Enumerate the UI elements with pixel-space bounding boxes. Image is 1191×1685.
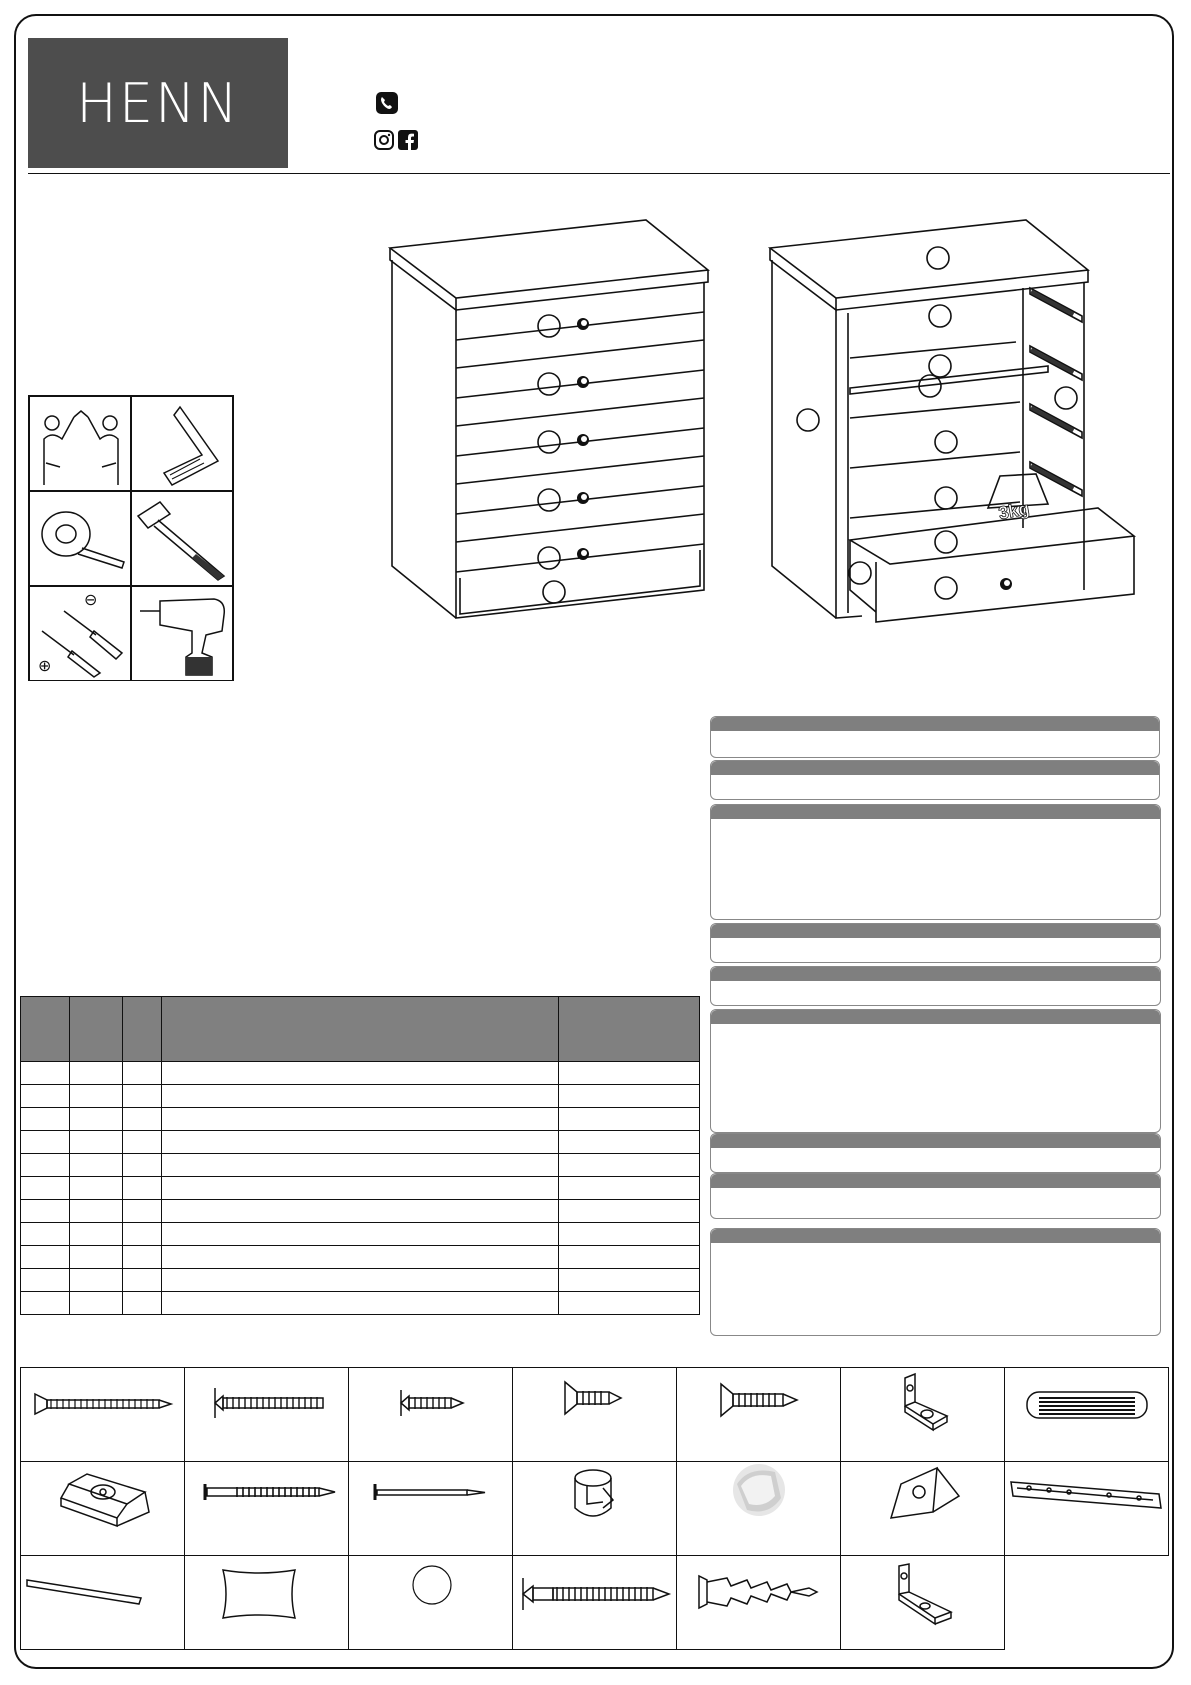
table-cell [162,1246,559,1269]
power-drill-icon [136,591,230,677]
table-cell [21,1131,70,1154]
table-cell [21,1269,70,1292]
hardware-cell [840,1555,1005,1650]
phillips-symbol: ⊕ [38,656,52,675]
table-cell [123,1200,162,1223]
table-cell [559,1154,700,1177]
hardware-cell [20,1555,185,1650]
hardware-cell [184,1461,349,1556]
tool-cell-square [131,396,233,491]
hardware-cell [512,1555,677,1650]
weight-label: 3kg [996,498,1031,524]
chest-open-illustration [768,218,1138,628]
table-cell [559,1292,700,1315]
wall-screw-icon [521,1576,671,1612]
table-row [21,1062,700,1085]
table-cell [162,1062,559,1085]
info-panel-4 [710,923,1161,963]
hardware-cell [20,1367,185,1462]
hardware-cell [512,1461,677,1556]
table-cell [70,1085,123,1108]
table-cell [123,1269,162,1292]
hardware-cell [512,1367,677,1462]
info-panel-3 [710,804,1161,920]
table-cell [123,1131,162,1154]
felt-pad-icon [219,1566,299,1624]
table-cell [123,1223,162,1246]
table-row [21,1108,700,1131]
hardware-cell [348,1367,513,1462]
table-cell [123,1108,162,1131]
tool-cell-two-person [29,396,131,491]
hardware-cell [1004,1461,1169,1556]
tool-cell-tape [29,491,131,586]
countersunk-screw-icon [563,1380,623,1416]
corner-bracket-icon [897,1372,953,1432]
table-cell [162,1131,559,1154]
table-cell [70,1292,123,1315]
brand-logo-text: HENN [76,71,240,135]
header-cell [70,997,123,1062]
long-nail-icon [203,1482,337,1502]
flat-screw-icon [719,1382,799,1418]
table-row [21,1154,700,1177]
header-divider [28,173,1170,174]
wide-head-screw-icon [211,1386,327,1420]
table-cell [70,1062,123,1085]
table-cell [70,1246,123,1269]
slat-icon [25,1578,143,1608]
table-row [21,1246,700,1269]
table-cell [123,1177,162,1200]
hardware-cell [676,1461,841,1556]
table-row [21,1223,700,1246]
table-row [21,1200,700,1223]
tool-cell-screwdrivers [29,586,131,681]
table-cell [21,1062,70,1085]
header-cell [162,997,559,1062]
short-screw-icon [397,1386,467,1420]
table-cell [162,1108,559,1131]
table-cell [21,1246,70,1269]
table-row [21,1177,700,1200]
info-panel-9 [710,1228,1161,1336]
long-screw-icon [33,1392,173,1416]
tool-cell-hammer [131,491,233,586]
required-tools-grid [28,395,234,681]
table-cell [21,1223,70,1246]
triangle-support-icon [887,1466,963,1526]
table-cell [162,1177,559,1200]
table-cell [70,1177,123,1200]
drawer-clip-icon [57,1472,153,1528]
hardware-cell [1004,1367,1169,1462]
tool-cell-drill [131,586,233,681]
flat-symbol: ⊖ [84,590,98,609]
header-cell [21,997,70,1062]
angle-bracket-icon [891,1562,961,1626]
hammer-icon [136,498,230,582]
table-cell [21,1177,70,1200]
hardware-cell [348,1555,513,1650]
table-cell [21,1292,70,1315]
table-cell [559,1269,700,1292]
table-cell [123,1085,162,1108]
hardware-cell [676,1555,841,1650]
table-cell [559,1246,700,1269]
nail-icon [373,1482,489,1502]
header-cell [559,997,700,1062]
table-cell [162,1200,559,1223]
facebook-icon [398,130,418,150]
table-cell [21,1108,70,1131]
tape-measure-icon [38,504,128,574]
phone-icon [376,92,398,114]
table-cell [21,1085,70,1108]
hardware-cell [184,1555,349,1650]
info-panel-2 [710,760,1160,800]
hardware-cell [676,1367,841,1462]
table-cell [70,1223,123,1246]
table-row [21,1131,700,1154]
knob-icon [729,1462,789,1522]
table-cell [70,1131,123,1154]
table-cell [559,1223,700,1246]
table-cell [162,1154,559,1177]
two-person-icon [34,403,128,487]
table-cell [162,1292,559,1315]
table-cell [123,1246,162,1269]
table-row [21,1292,700,1315]
table-cell [70,1108,123,1131]
hardware-cell [184,1367,349,1462]
table-cell [123,1062,162,1085]
table-cell [559,1062,700,1085]
table-row [21,1269,700,1292]
parts-table [20,996,700,1315]
screwdrivers-icon [34,591,128,677]
hardware-cell [840,1461,1005,1556]
hardware-cell [20,1461,185,1556]
drawer-rail-icon [1009,1478,1165,1512]
info-panel-8 [710,1173,1161,1219]
table-cell [162,1223,559,1246]
round-cap-icon [411,1564,453,1606]
instagram-icon [374,130,394,150]
table-cell [70,1269,123,1292]
dowel-icon [1025,1390,1149,1420]
table-cell [123,1154,162,1177]
table-cell [559,1177,700,1200]
table-cell [21,1200,70,1223]
hardware-cell [348,1461,513,1556]
table-cell [21,1154,70,1177]
parts-table-header [21,997,700,1062]
hardware-grid [20,1367,1172,1652]
info-panel-7 [710,1133,1161,1173]
brand-logo [28,38,288,168]
table-cell [559,1085,700,1108]
table-cell [162,1085,559,1108]
info-panel-1 [710,716,1160,758]
info-panel-5 [710,966,1161,1006]
table-row [21,1085,700,1108]
info-panel-6 [710,1009,1161,1133]
table-cell [559,1131,700,1154]
square-ruler-icon [142,403,226,487]
table-cell [162,1269,559,1292]
table-cell [70,1154,123,1177]
table-cell [559,1108,700,1131]
chest-closed-illustration [388,218,718,618]
table-cell [70,1200,123,1223]
cam-lock-icon [569,1468,621,1522]
table-cell [123,1292,162,1315]
hardware-cell [840,1367,1005,1462]
table-cell [559,1200,700,1223]
wall-plug-icon [697,1572,821,1612]
header-cell [123,997,162,1062]
